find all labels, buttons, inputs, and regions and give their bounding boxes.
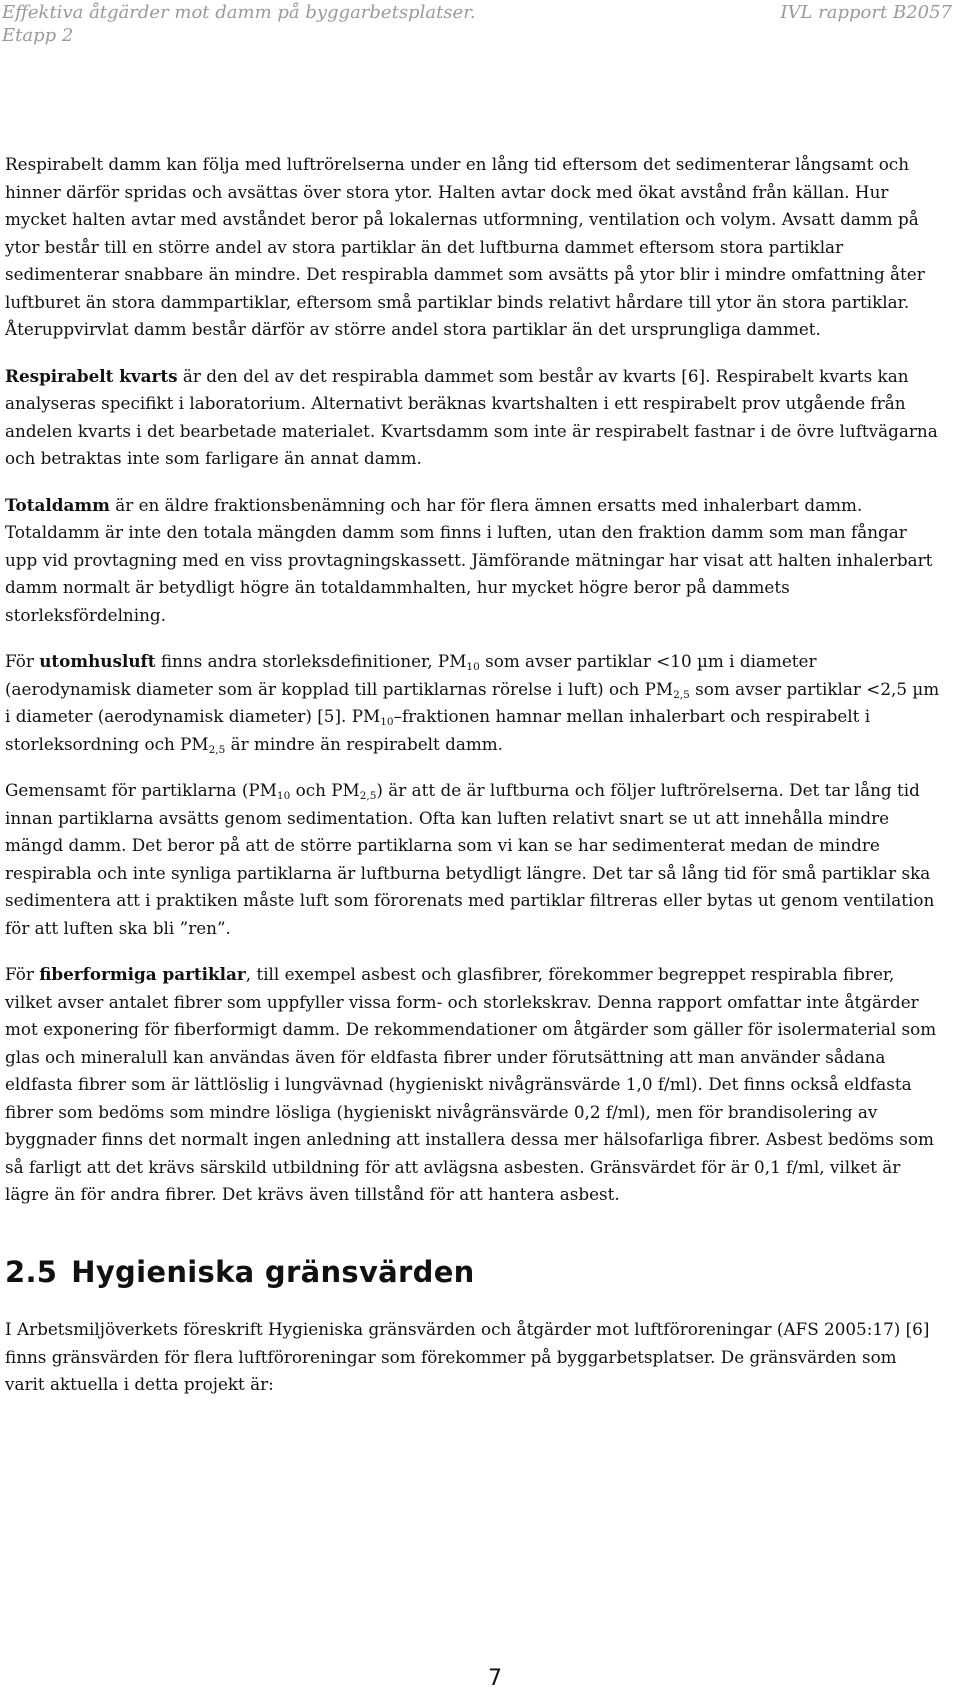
subscript: 2,5	[359, 790, 377, 802]
text-run: För	[5, 651, 40, 671]
header-subtitle: Etapp 2	[2, 25, 74, 46]
paragraph-respirable-quartz	[5, 363, 940, 473]
subscript: 2,5	[673, 688, 690, 701]
text-run: finns andra storleksdefinitioner, PM	[155, 651, 467, 671]
text-run: ) är att de är luftburna och följer luftrörelserna. Det tar lång tid innan partiklarna avsätts genom sedimentation. Ofta kan luften relativt snart se ut att innehålla mindre mängd damm. Det beror på att de större partiklarna som vi kan se har sedimenterat medan de mindre respirabla och inte synliga partiklarna är luftburna betydligt längre. Det tar så lång tid för små partiklar ska sedimentera att i praktiken måste luft som förorenats med partiklar filtreras eller bytas ut genom ventilation för att luften ska bli ”ren”.	[5, 780, 935, 938]
text-run: Gemensamt för partiklarna (PM	[5, 780, 277, 800]
paragraph-fibrous-particles	[5, 961, 940, 1209]
section-paragraph: I Arbetsmiljöverkets föreskrift Hygieniska gränsvärden och åtgärder mot luftföroreningar (AFS 2005:17) [6] finns gränsvärden för flera luftföroreningar som förekommer på byggarbetsplatser. De gränsvärden som varit aktuella i detta projekt är:	[5, 1319, 930, 1394]
text-run: är mindre än respirabelt damm.	[225, 733, 503, 754]
section-number: 2.5	[5, 1255, 58, 1289]
body-text	[5, 151, 940, 1228]
section-heading	[5, 1255, 475, 1289]
text-run: , till exempel asbest och glasfibrer, förekommer begreppet respirabla fibrer, vilket avser antalet fibrer som uppfyller vissa form- och storlekskrav. Denna rapport omfattar inte åtgärder mot exponering för fiberformigt damm. De rekommendationer om åtgärder som gäller för isolermaterial som glas och mineralull kan användas även för eldfasta fibrer under förutsättning att man använder sådana eldfasta fibrer som är lättlöslig i lungvävnad (hygieniskt nivågränsvärde 1,0 f/ml). Det finns också eldfasta fibrer som bedöms som mindre lösliga (hygieniskt nivågränsvärde 0,2 f/ml), men för brandisolering av byggnader finns det normalt ingen anledning att installera dessa mer hälsofarliga fibrer. Asbest bedöms som så farligt att det krävs särskild utbildning för att avlägsna asbesten. Gränsvärdet för är 0,1 f/ml, vilket är lägre än för andra fibrer. Det krävs även tillstånd för att hantera asbest.	[5, 964, 937, 1204]
subscript: 2,5	[208, 743, 226, 756]
paragraph-outdoor-air	[5, 648, 940, 758]
running-header-left	[2, 1, 476, 47]
term-fibrous-particles: fiberformiga partiklar	[39, 964, 246, 984]
text-run: och PM	[290, 780, 360, 800]
term-outdoor-air: utomhusluft	[39, 651, 156, 671]
running-header-right: IVL rapport B2057	[780, 2, 952, 23]
paragraph-text: är den del av det respirabla dammet som består av kvarts [6]. Respirabelt kvarts kan analyseras specifikt i laboratorium. Alternativt beräknas kvartshalten i ett respirabelt prov utgående från andelen kvarts i det bearbetade materialet. Kvartsdamm som inte är respirabelt fastnar i de övre luftvägarna och betraktas inte som farligare än annat damm.	[5, 365, 938, 468]
paragraph-total-dust	[5, 492, 940, 630]
term-total-dust: Totaldamm	[5, 494, 110, 515]
subscript: 10	[466, 661, 480, 673]
text-run: som avser partiklar <10 µm i diameter (aerodynamisk diameter som är kopplad till partiklarnas rörelse i luft) och PM	[5, 651, 817, 699]
paragraph-respirable-dust: Respirabelt damm kan följa med luftrörelserna under en lång tid eftersom det sedimenterar långsamt och hinner därför spridas och avsättas över stora ytor. Halten avtar dock med ökat avstånd från källan. Hur mycket halten avtar med avståndet beror på lokalernas utformning, ventilation och volym. Avsatt damm på ytor består till en större andel av stora partiklar än det luftburna dammet eftersom stora partiklar sedimenterar snabbare än mindre. Det respirabla dammet som avsätts på ytor blir i mindre omfattning åter luftburet än stora dammpartiklar, eftersom små partiklar binds relativt hårdare till ytor än stora partiklar. Återuppvirvlat damm består därför av större andel stora partiklar än det ursprungliga dammet.	[5, 154, 925, 339]
subscript: 10	[380, 716, 394, 728]
text-run: –fraktionen hamnar mellan inhalerbart och respirabelt i storleksordning och PM	[5, 706, 871, 754]
paragraph-common-particles	[5, 777, 940, 942]
page-number: 7	[488, 1666, 502, 1691]
section-title: Hygieniska gränsvärden	[71, 1255, 475, 1289]
paragraph-text: är en äldre fraktionsbenämning och har för flera ämnen ersatts med inhalerbart damm. Totaldamm är inte den totala mängden damm som finns i luften, utan den fraktion damm som man fångar upp vid provtagning med en viss provtagningskassett. Jämförande mätningar har visat att halten inhalerbart damm normalt är betydligt högre än totaldammhalten, hur mycket högre beror på dammets storleksfördelning.	[5, 494, 933, 625]
text-run: som avser partiklar <2,5 µm i diameter (aerodynamisk diameter) [5]. PM	[5, 678, 940, 726]
header-title: Effektiva åtgärder mot damm på byggarbetsplatser.	[2, 2, 476, 23]
text-run: För	[5, 964, 40, 984]
subscript: 10	[276, 790, 291, 802]
term-respirable-quartz: Respirabelt kvarts	[5, 365, 178, 386]
